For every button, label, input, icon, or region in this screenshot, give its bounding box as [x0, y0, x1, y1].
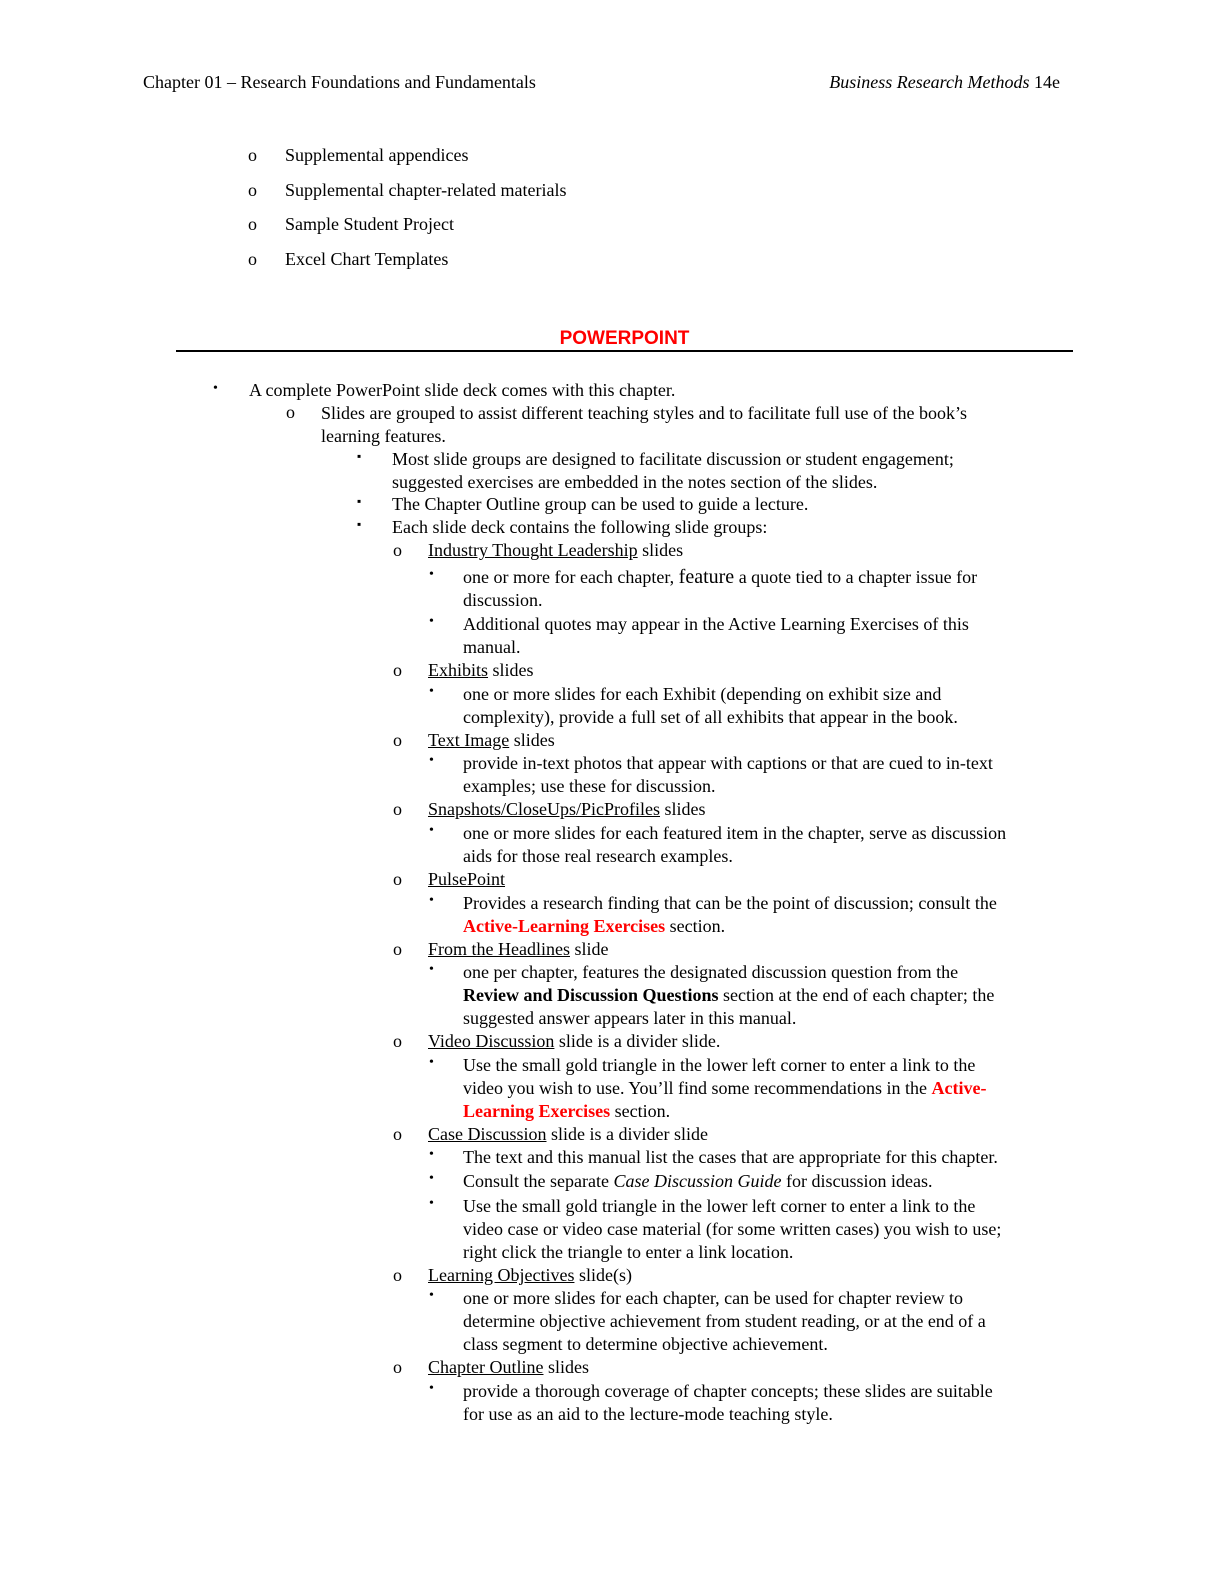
outline-line: video you wish to use. You’ll find some recommendations in the Active-: [463, 1078, 987, 1098]
page-header: [143, 72, 1060, 96]
circle-bullet-icon: o: [393, 939, 402, 959]
circle-bullet-icon: o: [393, 1265, 402, 1285]
circle-bullet-icon: o: [393, 540, 402, 560]
slide-group-title: PulsePoint: [428, 869, 506, 889]
outline-line: Learning Exercises section.: [463, 1101, 671, 1121]
disc-bullet-icon: •: [429, 1055, 434, 1070]
disc-bullet-icon: •: [429, 1147, 434, 1162]
disc-bullet-icon: •: [429, 1288, 434, 1303]
outline-line: The Chapter Outline group can be used to guide a lecture.: [392, 494, 809, 514]
slide-group-title: From the Headlines slide: [428, 939, 609, 959]
outline-line: for use as an aid to the lecture-mode teaching style.: [463, 1404, 833, 1424]
circle-bullet-icon: o: [248, 249, 257, 270]
outline-line: Provides a research finding that can be the point of discussion; consult the: [463, 893, 997, 913]
outline-line: one or more for each chapter, feature a quote tied to a chapter issue for: [463, 566, 978, 588]
outline-line: manual.: [463, 637, 521, 657]
slide-group-title: Exhibits slides: [428, 660, 534, 680]
outline-line: A complete PowerPoint slide deck comes with this chapter.: [249, 380, 676, 400]
slide-group-title: Snapshots/CloseUps/PicProfiles slides: [428, 799, 706, 819]
outline-line: The text and this manual list the cases that are appropriate for this chapter.: [463, 1147, 998, 1167]
outline-line: one per chapter, features the designated discussion question from the: [463, 962, 959, 982]
circle-bullet-icon: o: [248, 214, 257, 235]
outline-line: learning features.: [321, 426, 446, 446]
disc-bullet-icon: •: [429, 684, 434, 699]
disc-bullet-icon: •: [429, 1381, 434, 1396]
circle-bullet-icon: o: [286, 402, 295, 422]
disc-bullet-icon: •: [429, 1196, 434, 1211]
slide-group-title: Industry Thought Leadership slides: [428, 540, 684, 560]
outline-line: one or more slides for each chapter, can be used for chapter review to: [463, 1288, 964, 1308]
outline-line: aids for those real research examples.: [463, 846, 733, 866]
slide-group-title: Video Discussion slide is a divider slide.: [428, 1031, 721, 1051]
circle-bullet-icon: o: [393, 1031, 402, 1051]
outline-line: right click the triangle to enter a link location.: [463, 1242, 794, 1262]
circle-bullet-icon: o: [248, 145, 257, 165]
outline-line: provide a thorough coverage of chapter concepts; these slides are suitable: [463, 1381, 993, 1401]
outline-line: Slides are grouped to assist different teaching styles and to facilitate full use of the book’s: [321, 403, 968, 423]
outline-line: Use the small gold triangle in the lower left corner to enter a link to the: [463, 1055, 976, 1075]
circle-bullet-icon: o: [248, 179, 257, 200]
circle-bullet-icon: o: [393, 1357, 402, 1377]
outline-line: provide in-text photos that appear with captions or that are cued to in-text: [463, 753, 993, 773]
outline-line: video case or video case material (for some written cases) you wish to use;: [463, 1219, 1002, 1239]
outline-line: suggested answer appears later in this manual.: [463, 1008, 797, 1028]
section-divider: [176, 350, 1073, 352]
disc-bullet-icon: •: [429, 893, 434, 908]
circle-bullet-icon: o: [393, 799, 402, 819]
slide-group-title: Case Discussion slide is a divider slide: [428, 1124, 708, 1144]
outline-line: suggested exercises are embedded in the notes section of the slides.: [392, 472, 878, 492]
disc-bullet-icon: •: [429, 1171, 434, 1186]
disc-bullet-icon: •: [213, 381, 218, 396]
outline-line: Review and Discussion Questions section at the end of each chapter; the: [463, 985, 995, 1005]
outline-line: examples; use these for discussion.: [463, 776, 716, 796]
outline-line: Use the small gold triangle in the lower left corner to enter a link to the: [463, 1196, 976, 1216]
book-name: Business Research Methods: [829, 72, 1030, 92]
slide-group-title: Chapter Outline slides: [428, 1357, 589, 1377]
outline-line: Consult the separate Case Discussion Guide for discussion ideas.: [463, 1171, 933, 1191]
circle-bullet-icon: o: [393, 1124, 402, 1144]
section-title: POWERPOINT: [559, 328, 690, 349]
square-bullet-icon: ▪: [357, 494, 362, 508]
outline-line: Additional quotes may appear in the Active Learning Exercises of this: [463, 614, 969, 634]
disc-bullet-icon: •: [429, 753, 434, 768]
outline-line: Most slide groups are designed to facilitate discussion or student engagement;: [392, 449, 954, 469]
disc-bullet-icon: •: [429, 567, 434, 582]
outline-line: Each slide deck contains the following slide groups:: [392, 517, 768, 537]
circle-bullet-icon: o: [393, 730, 402, 750]
outline-line: discussion.: [463, 590, 543, 610]
book-title: [829, 72, 1060, 93]
outline-line: determine objective achievement from student reading, or at the end of a: [463, 1311, 986, 1331]
circle-bullet-icon: o: [393, 660, 402, 680]
circle-bullet-icon: o: [393, 869, 402, 889]
outline-line: Active-Learning Exercises section.: [463, 916, 726, 936]
slide-group-title: Learning Objectives slide(s): [428, 1265, 632, 1285]
outline-line: one or more slides for each Exhibit (depending on exhibit size and: [463, 684, 942, 704]
disc-bullet-icon: •: [429, 962, 434, 977]
square-bullet-icon: ▪: [357, 449, 362, 463]
slide-group-title: Text Image slides: [428, 730, 555, 750]
outline-line: one or more slides for each featured item in the chapter, serve as discussion: [463, 823, 1007, 843]
outline-line: class segment to determine objective achievement.: [463, 1334, 828, 1354]
edition: 14e: [1029, 72, 1060, 92]
outline-line: complexity), provide a full set of all exhibits that appear in the book.: [463, 707, 958, 727]
disc-bullet-icon: •: [429, 823, 434, 838]
disc-bullet-icon: •: [429, 614, 434, 629]
square-bullet-icon: ▪: [357, 517, 362, 531]
chapter-title: Chapter 01 – Research Foundations and Fundamentals: [143, 72, 536, 92]
